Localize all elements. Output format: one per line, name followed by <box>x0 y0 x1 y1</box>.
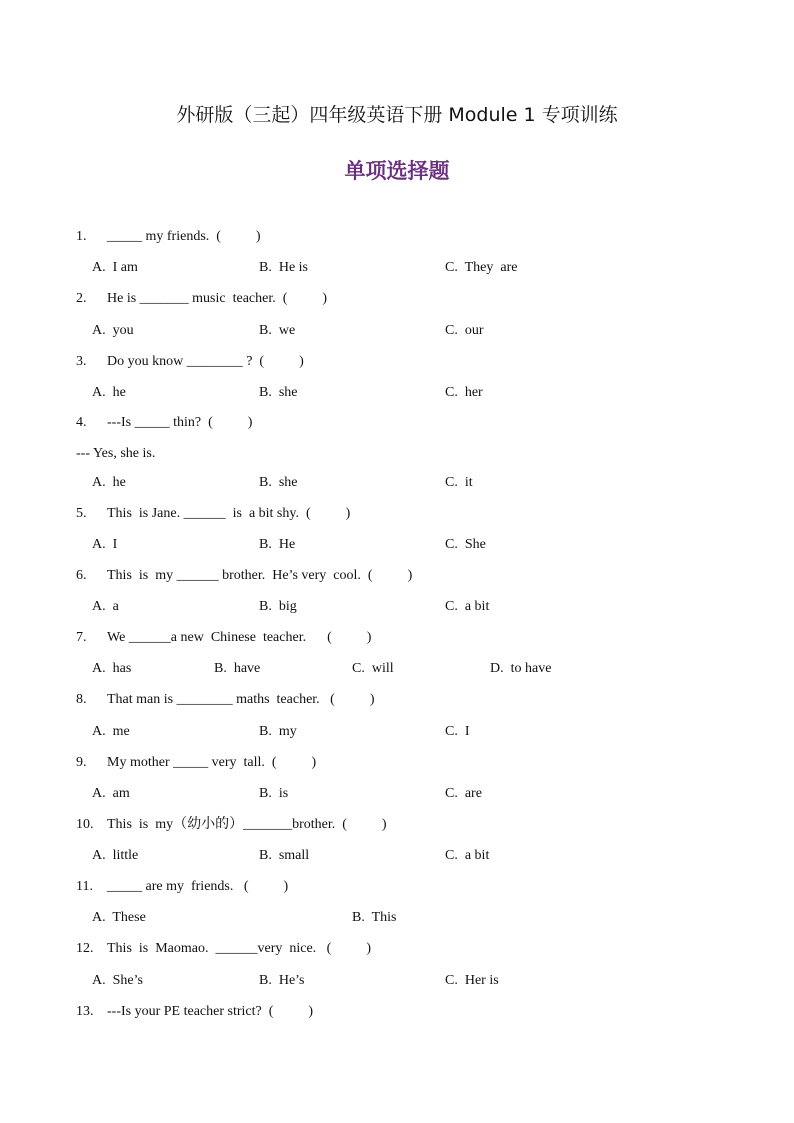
question-text: This is my（幼小的）_______brother. ( ) <box>107 817 387 832</box>
question-number: 1. <box>76 229 87 244</box>
question-text: ---Is _____ thin? ( ) <box>107 415 253 430</box>
question-number: 2. <box>76 291 87 306</box>
option-a[interactable]: A. These <box>92 910 146 925</box>
question-text: _____ are my friends. ( ) <box>107 879 289 894</box>
option-b[interactable]: B. big <box>259 599 297 614</box>
option-b[interactable]: B. have <box>214 661 261 676</box>
option-b[interactable]: B. she <box>259 385 298 400</box>
option-a[interactable]: A. She’s <box>92 973 143 988</box>
question-text: My mother _____ very tall. ( ) <box>107 755 317 770</box>
option-b[interactable]: B. she <box>259 475 298 490</box>
question-number: 10. <box>76 817 94 832</box>
question-dialogue-reply: --- Yes, she is. <box>76 446 156 461</box>
section-heading: 单项选择题 <box>344 159 450 183</box>
question-text: We ______a new Chinese teacher. ( ) <box>107 630 372 645</box>
question-text: _____ my friends. ( ) <box>107 229 261 244</box>
option-b[interactable]: B. we <box>259 323 296 338</box>
question-number: 8. <box>76 692 87 707</box>
question-number: 5. <box>76 506 87 521</box>
option-b[interactable]: B. He is <box>259 260 308 275</box>
question-number: 3. <box>76 354 87 369</box>
page-title: 外研版（三起）四年级英语下册 Module 1 专项训练 <box>176 104 618 126</box>
question-text: This is Jane. ______ is a bit shy. ( ) <box>107 506 351 521</box>
option-a[interactable]: A. I am <box>92 260 138 275</box>
option-a[interactable]: A. you <box>92 323 134 338</box>
question-number: 7. <box>76 630 87 645</box>
question-number: 11. <box>76 879 93 894</box>
option-b[interactable]: B. He <box>259 537 296 552</box>
question-number: 13. <box>76 1004 94 1019</box>
option-b[interactable]: B. He’s <box>259 973 305 988</box>
option-b[interactable]: B. small <box>259 848 310 863</box>
option-a[interactable]: A. me <box>92 724 130 739</box>
option-a[interactable]: A. he <box>92 385 126 400</box>
question-text: Do you know ________ ? ( ) <box>107 354 304 369</box>
question-number: 6. <box>76 568 87 583</box>
option-c[interactable]: C. They are <box>445 260 518 275</box>
option-a[interactable]: A. little <box>92 848 139 863</box>
option-a[interactable]: A. he <box>92 475 126 490</box>
option-c[interactable]: C. will <box>352 661 394 676</box>
option-b[interactable]: B. This <box>352 910 397 925</box>
option-c[interactable]: C. a bit <box>445 599 490 614</box>
question-text: That man is ________ maths teacher. ( ) <box>107 692 375 707</box>
option-c[interactable]: C. a bit <box>445 848 490 863</box>
question-number: 9. <box>76 755 87 770</box>
option-b[interactable]: B. is <box>259 786 289 801</box>
option-b[interactable]: B. my <box>259 724 297 739</box>
option-c[interactable]: C. She <box>445 537 486 552</box>
question-number: 12. <box>76 941 94 956</box>
option-c[interactable]: C. are <box>445 786 482 801</box>
question-text: This is Maomao. ______very nice. ( ) <box>107 941 372 956</box>
option-c[interactable]: C. our <box>445 323 484 338</box>
option-d[interactable]: D. to have <box>490 661 552 676</box>
question-text: He is _______ music teacher. ( ) <box>107 291 328 306</box>
option-a[interactable]: A. a <box>92 599 119 614</box>
option-c[interactable]: C. her <box>445 385 483 400</box>
question-text: This is my ______ brother. He’s very cool. ( ) <box>107 568 413 583</box>
option-c[interactable]: C. I <box>445 724 470 739</box>
option-a[interactable]: A. am <box>92 786 130 801</box>
option-a[interactable]: A. has <box>92 661 132 676</box>
option-c[interactable]: C. Her is <box>445 973 499 988</box>
option-a[interactable]: A. I <box>92 537 118 552</box>
option-c[interactable]: C. it <box>445 475 473 490</box>
question-number: 4. <box>76 415 87 430</box>
question-text: ---Is your PE teacher strict? ( ) <box>107 1004 314 1019</box>
